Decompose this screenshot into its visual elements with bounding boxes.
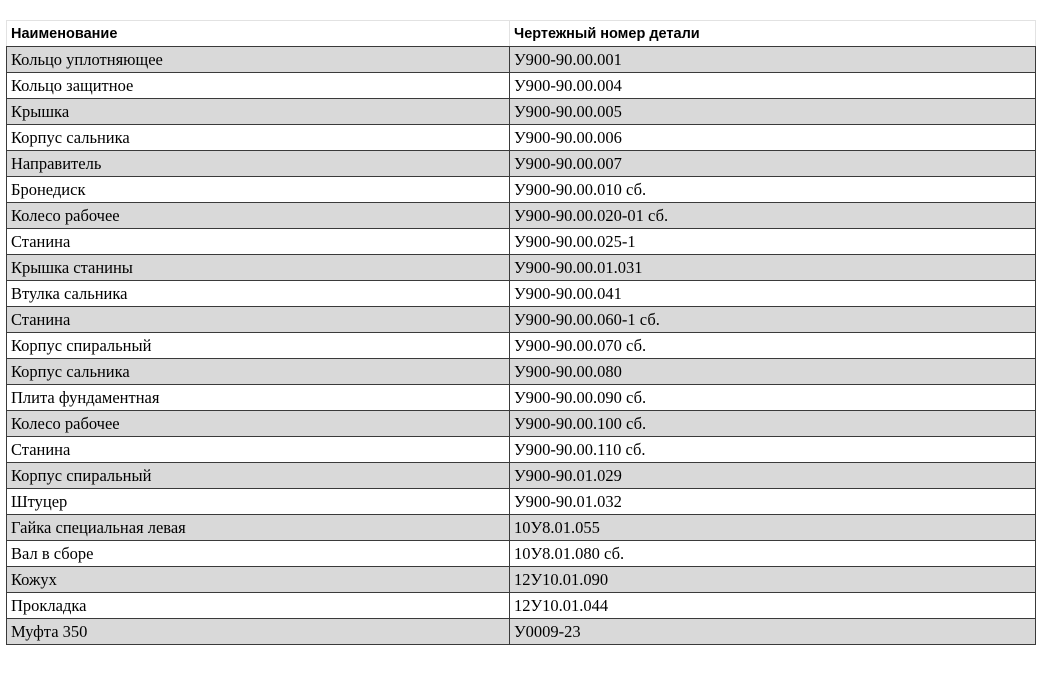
table-row bbox=[7, 333, 1036, 359]
table-row bbox=[7, 385, 1036, 411]
cell-part-name[interactable]: Прокладка bbox=[7, 593, 510, 619]
table-row bbox=[7, 619, 1036, 645]
parts-table-sheet bbox=[6, 20, 1035, 645]
cell-part-name[interactable]: Кольцо защитное bbox=[7, 73, 510, 99]
cell-part-name[interactable]: Крышка станины bbox=[7, 255, 510, 281]
cell-part-name[interactable]: Кожух bbox=[7, 567, 510, 593]
cell-part-name[interactable]: Колесо рабочее bbox=[7, 411, 510, 437]
table-row bbox=[7, 47, 1036, 73]
cell-part-name[interactable]: Муфта 350 bbox=[7, 619, 510, 645]
table-row bbox=[7, 151, 1036, 177]
cell-drawing-number[interactable]: У900-90.00.110 сб. bbox=[510, 437, 1036, 463]
cell-part-name[interactable]: Вал в сборе bbox=[7, 541, 510, 567]
cell-drawing-number[interactable]: У900-90.01.029 bbox=[510, 463, 1036, 489]
cell-part-name[interactable]: Гайка специальная левая bbox=[7, 515, 510, 541]
cell-part-name[interactable]: Корпус спиральный bbox=[7, 333, 510, 359]
table-row bbox=[7, 73, 1036, 99]
table-row bbox=[7, 541, 1036, 567]
cell-drawing-number[interactable]: 10У8.01.080 сб. bbox=[510, 541, 1036, 567]
cell-part-name[interactable]: Бронедиск bbox=[7, 177, 510, 203]
cell-drawing-number[interactable]: У900-90.00.010 сб. bbox=[510, 177, 1036, 203]
parts-table bbox=[6, 20, 1036, 645]
cell-drawing-number[interactable]: У900-90.00.007 bbox=[510, 151, 1036, 177]
cell-drawing-number[interactable]: У900-90.01.032 bbox=[510, 489, 1036, 515]
column-header-drawing-number[interactable]: Чертежный номер детали bbox=[510, 21, 1036, 47]
cell-part-name[interactable]: Станина bbox=[7, 307, 510, 333]
table-header bbox=[7, 21, 1036, 47]
cell-drawing-number[interactable]: У900-90.00.01.031 bbox=[510, 255, 1036, 281]
cell-drawing-number[interactable]: У900-90.00.060-1 сб. bbox=[510, 307, 1036, 333]
cell-part-name[interactable]: Плита фундаментная bbox=[7, 385, 510, 411]
cell-drawing-number[interactable]: У900-90.00.025-1 bbox=[510, 229, 1036, 255]
cell-drawing-number[interactable]: 12У10.01.044 bbox=[510, 593, 1036, 619]
cell-drawing-number[interactable]: У900-90.00.001 bbox=[510, 47, 1036, 73]
table-row bbox=[7, 255, 1036, 281]
cell-part-name[interactable]: Корпус сальника bbox=[7, 359, 510, 385]
cell-part-name[interactable]: Станина bbox=[7, 229, 510, 255]
cell-drawing-number[interactable]: У900-90.00.006 bbox=[510, 125, 1036, 151]
table-body bbox=[7, 47, 1036, 645]
cell-drawing-number[interactable]: У900-90.00.070 сб. bbox=[510, 333, 1036, 359]
cell-part-name[interactable]: Направитель bbox=[7, 151, 510, 177]
cell-drawing-number[interactable]: У0009-23 bbox=[510, 619, 1036, 645]
cell-drawing-number[interactable]: У900-90.00.080 bbox=[510, 359, 1036, 385]
cell-drawing-number[interactable]: 10У8.01.055 bbox=[510, 515, 1036, 541]
table-row bbox=[7, 99, 1036, 125]
cell-part-name[interactable]: Колесо рабочее bbox=[7, 203, 510, 229]
column-header-name[interactable]: Наименование bbox=[7, 21, 510, 47]
cell-part-name[interactable]: Кольцо уплотняющее bbox=[7, 47, 510, 73]
cell-drawing-number[interactable]: У900-90.00.004 bbox=[510, 73, 1036, 99]
cell-drawing-number[interactable]: 12У10.01.090 bbox=[510, 567, 1036, 593]
header-row bbox=[7, 21, 1036, 47]
table-row bbox=[7, 567, 1036, 593]
table-row bbox=[7, 437, 1036, 463]
table-row bbox=[7, 359, 1036, 385]
cell-part-name[interactable]: Втулка сальника bbox=[7, 281, 510, 307]
cell-drawing-number[interactable]: У900-90.00.041 bbox=[510, 281, 1036, 307]
cell-part-name[interactable]: Штуцер bbox=[7, 489, 510, 515]
table-row bbox=[7, 489, 1036, 515]
cell-drawing-number[interactable]: У900-90.00.020-01 сб. bbox=[510, 203, 1036, 229]
table-row bbox=[7, 515, 1036, 541]
table-row bbox=[7, 203, 1036, 229]
cell-part-name[interactable]: Корпус сальника bbox=[7, 125, 510, 151]
cell-part-name[interactable]: Корпус спиральный bbox=[7, 463, 510, 489]
table-row bbox=[7, 125, 1036, 151]
table-row bbox=[7, 463, 1036, 489]
table-row bbox=[7, 281, 1036, 307]
cell-drawing-number[interactable]: У900-90.00.090 сб. bbox=[510, 385, 1036, 411]
cell-drawing-number[interactable]: У900-90.00.005 bbox=[510, 99, 1036, 125]
cell-drawing-number[interactable]: У900-90.00.100 сб. bbox=[510, 411, 1036, 437]
table-row bbox=[7, 411, 1036, 437]
table-row bbox=[7, 177, 1036, 203]
cell-part-name[interactable]: Крышка bbox=[7, 99, 510, 125]
table-row bbox=[7, 307, 1036, 333]
table-row bbox=[7, 593, 1036, 619]
table-row bbox=[7, 229, 1036, 255]
cell-part-name[interactable]: Станина bbox=[7, 437, 510, 463]
